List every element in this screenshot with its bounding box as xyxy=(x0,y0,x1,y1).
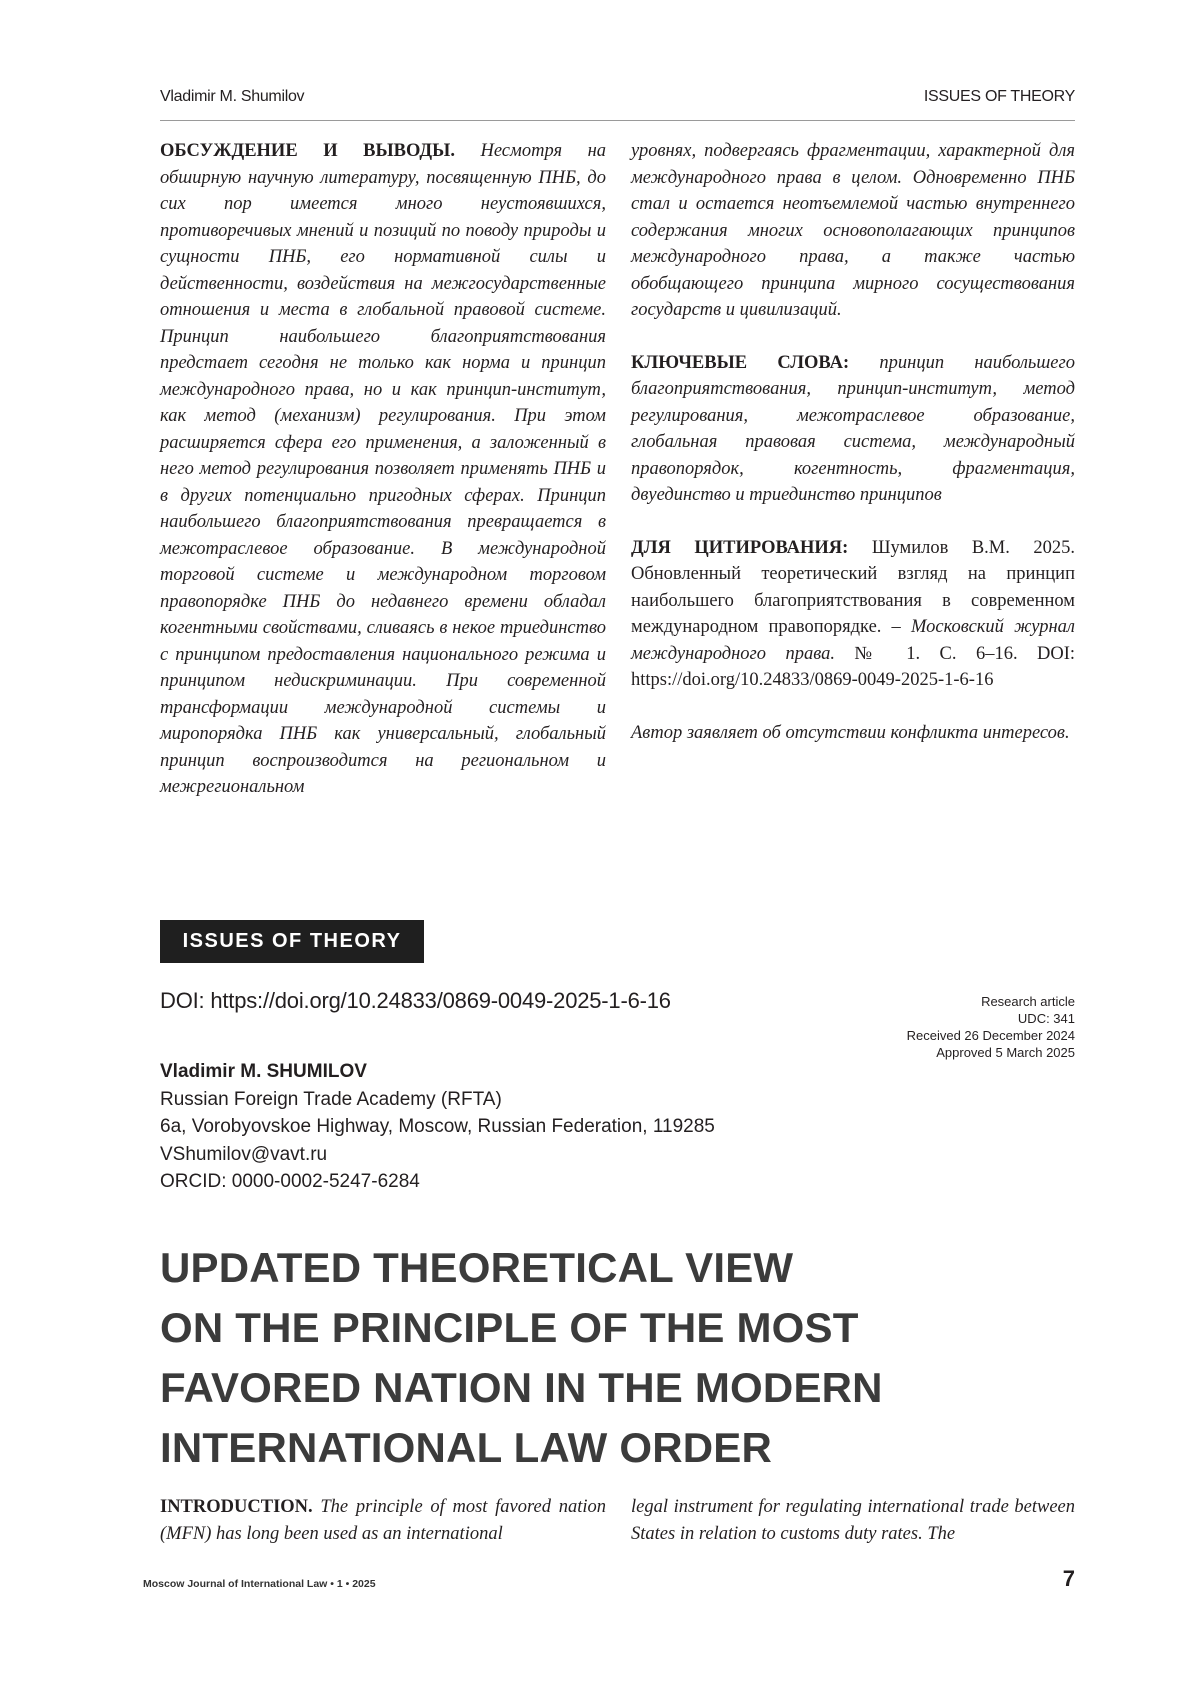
keywords-text: принцип наибольшего благоприятствования, принцип-институт, метод регулирования, межотраслевое образование, глобальная правовая система, международный правопорядок, когентность, фрагментация, двуединство и триединство принципов xyxy=(631,352,1075,505)
citation-paragraph xyxy=(631,535,1075,694)
doi-line[interactable]: DOI: https://doi.org/10.24833/0869-0049-2025-1-6-16 xyxy=(160,988,671,1013)
intro-text-right: legal instrument for regulating international trade between States in relation to customs duty rates. The xyxy=(631,1497,1075,1544)
intro-text-left: The principle of most favored nation (MFN) has long been used as an international xyxy=(160,1497,606,1544)
discussion-label: ОБСУЖДЕНИЕ И ВЫВОДЫ. xyxy=(160,141,455,161)
discussion-paragraph xyxy=(160,138,606,801)
article-received: Received 26 December 2024 xyxy=(906,1028,1075,1043)
intro-column-left xyxy=(160,1494,606,1547)
footer-journal: Moscow Journal of International Law • 1 • 2025 xyxy=(143,1578,376,1590)
section-badge: ISSUES OF THEORY xyxy=(160,920,424,963)
title-line: INTERNATIONAL LAW ORDER xyxy=(160,1424,773,1471)
abstract-column-right xyxy=(631,138,1075,746)
citation-text-1: Шумилов В.М. 2025. Обновленный теоретический взгляд на принцип наибольшего благоприятствования в современном международном правопорядке. – xyxy=(631,537,1075,637)
article-udc: UDC: 341 xyxy=(1017,1011,1075,1026)
keywords-paragraph xyxy=(631,350,1075,509)
title-line: FAVORED NATION IN THE MODERN xyxy=(160,1364,883,1411)
title-line: ON THE PRINCIPLE OF THE MOST xyxy=(160,1304,859,1351)
article-meta xyxy=(907,993,1075,1061)
intro-column-right xyxy=(631,1494,1075,1547)
conflict-statement: Автор заявляет об отсутствии конфликта интересов. xyxy=(631,722,1070,743)
running-header-section: ISSUES OF THEORY xyxy=(923,88,1075,105)
author-email[interactable]: VShumilov@vavt.ru xyxy=(160,1143,328,1165)
author-address: 6a, Vorobyovskoe Highway, Moscow, Russian Federation, 119285 xyxy=(160,1116,715,1137)
author-block xyxy=(160,1058,715,1196)
article-approved: Approved 5 March 2025 xyxy=(936,1045,1075,1060)
running-header-author: Vladimir M. Shumilov xyxy=(160,88,305,105)
citation-label: ДЛЯ ЦИТИРОВАНИЯ: xyxy=(631,537,849,558)
article-type: Research article xyxy=(981,994,1075,1009)
discussion-text-right: уровнях, подвергаясь фрагментации, характерной для международного права в целом. Одновременно ПНБ стал и остается неотъемлемой частью внутреннего содержания многих основополагающих принципов международного права, а также частью обобщающего принципа мирного сосуществования государств и цивилизаций. xyxy=(631,141,1075,320)
author-affiliation: Russian Foreign Trade Academy (RFTA) xyxy=(160,1088,502,1110)
title-line: UPDATED THEORETICAL VIEW xyxy=(160,1244,794,1291)
keywords-label: КЛЮЧЕВЫЕ СЛОВА: xyxy=(631,352,850,373)
intro-label: INTRODUCTION. xyxy=(160,1497,313,1517)
author-name: Vladimir M. SHUMILOV xyxy=(160,1061,367,1082)
page-number: 7 xyxy=(1062,1566,1075,1591)
header-divider xyxy=(160,120,1075,121)
abstract-column-left xyxy=(160,138,606,801)
article-title xyxy=(160,1238,1100,1478)
discussion-text-left: Несмотря на обширную научную литературу, посвященную ПНБ, до сих пор имеется много неустоявшихся, противоречивых мнений и позиций по поводу природы и сущности ПНБ, его нормативной силы и действенности, воздействия на межгосударственные отношения и места в глобальной правовой системе. Принцип наибольшего благоприятствования предстает сегодня не только как норма и принцип международного права, но и как принцип-институт, как метод (механизм) регулирования. При этом расширяется сфера его применения, а заложенный в него метод регулирования позволяет применять ПНБ и в других потенциально пригодных сферах. Принцип наибольшего благоприятствования превращается в межотраслевое образование. В международной торговой системе и международном торговом правопорядке ПНБ до недавнего времени обладал когентными свойствами, сливаясь в некое триединство с принципом предоставления национального режима и принципом недискриминации. При современной трансформации международной системы и миропорядка ПНБ как универсальный, глобальный принцип воспроизводится на региональном и межрегиональном xyxy=(160,141,607,797)
citation-text-2: № 1. С. 6–16. DOI: https://doi.org/10.24833/0869-0049-2025-1-6-16 xyxy=(631,643,1076,690)
author-orcid: ORCID: 0000-0002-5247-6284 xyxy=(160,1171,420,1192)
citation-journal: Московский журнал международного права. xyxy=(631,617,1075,664)
